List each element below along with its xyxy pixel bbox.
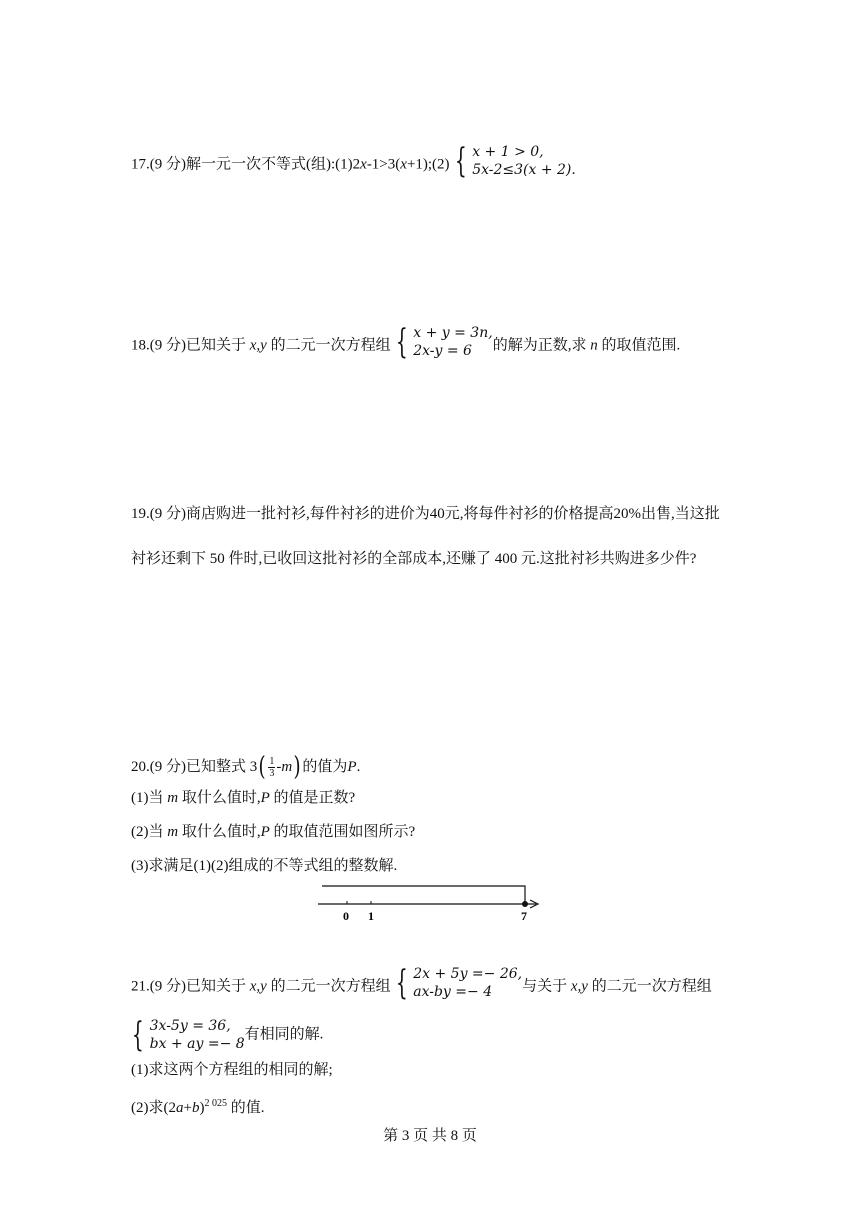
q21-prefix: 21.(9 分)已知关于 <box>131 978 250 995</box>
q21-sub1: (1)求这两个方程组的相同的解; <box>131 1062 333 1078</box>
brace-icon: { <box>454 141 467 181</box>
q20-sub3: (3)求满足(1)(2)组成的不等式组的整数解. <box>131 858 398 874</box>
q18-system <box>391 324 493 360</box>
q17-system <box>450 143 576 179</box>
q20-sub1-m: m <box>167 790 179 806</box>
q20-frac-den: 3 <box>269 767 275 779</box>
q21-line2 <box>131 1017 323 1053</box>
brace-icon: { <box>395 963 408 1003</box>
q18-suffix1: 的解为正数,求 <box>492 337 591 354</box>
q20-sub1 <box>131 788 355 808</box>
q17-prefix: 17.(9 分)解一元一次不等式(组):(1)2 <box>131 156 361 173</box>
q20-prefix: 20.(9 分)已知整式 3 <box>131 759 258 775</box>
q20-sub1-b: 取什么值时, <box>178 790 261 806</box>
q21-mid3: 的二元一次方程组 <box>587 978 712 995</box>
q20-line <box>131 752 360 782</box>
q17-mid2: +1);(2) <box>406 156 450 173</box>
q20-sub2-m: m <box>167 824 179 840</box>
q17-var: x <box>360 156 367 173</box>
q18-line <box>131 322 681 362</box>
q20-frac-num: 1 <box>269 755 275 767</box>
q18-vars: x,y <box>249 337 267 354</box>
number-line-diagram <box>310 880 550 930</box>
q21-sub2-close: ) <box>199 1100 205 1116</box>
q21-sub2 <box>131 1094 264 1118</box>
q17-var: x <box>400 156 407 173</box>
q21-vars1: x,y <box>249 978 267 995</box>
q21-mid2: 与关于 <box>522 978 571 995</box>
q20-suffix: 的值为 <box>302 759 348 775</box>
q21-sysB-eq1: 3x-5y = 36, <box>149 1018 231 1034</box>
q20-sub2 <box>131 822 415 842</box>
q17-mid: -1>3( <box>366 156 401 173</box>
q20-P: P <box>347 759 357 775</box>
q18-eq2: 2x-y = 6 <box>413 343 472 359</box>
q20-sub2-a: (2)当 <box>131 824 168 840</box>
brace-icon: { <box>395 322 408 362</box>
q20-end: . <box>356 759 361 775</box>
q20-fraction <box>268 756 275 779</box>
q21-vars2: x,y <box>570 978 588 995</box>
page-footer: 第 3 页 共 8 页 <box>383 1128 477 1144</box>
q19-line2: 衬衫还剩下 50 件时,已收回这批衬衫的全部成本,还赚了 400 元.这批衬衫共购进多少件? <box>131 551 697 567</box>
q21-sub2-b-var: b <box>191 1100 200 1116</box>
q18-mid: 的二元一次方程组 <box>266 337 391 354</box>
q18-prefix: 18.(9 分)已知关于 <box>131 337 250 354</box>
q20-sub1-c: 的值是正数? <box>269 790 356 806</box>
left-paren-icon: ( <box>258 752 266 782</box>
q19-line1: 19.(9 分)商店购进一批衬衫,每件衬衫的进价为40元,将每件衬衫的价格提高20%出售,当这批 <box>131 506 720 522</box>
q20-sub2-P: P <box>260 824 270 840</box>
q18-n: n <box>590 337 598 354</box>
q21-system-b <box>127 1017 245 1053</box>
closed-point-icon <box>522 901 528 907</box>
q17-line <box>131 141 576 181</box>
range-bracket <box>322 886 525 904</box>
q21-sub2-plus: + <box>183 1100 192 1116</box>
q20-sub2-b: 取什么值时, <box>178 824 261 840</box>
tick-label-1: 1 <box>368 909 374 923</box>
q18-eq1: x + y = 3n, <box>413 325 493 341</box>
q21-line1 <box>131 963 712 1003</box>
q21-sub2-a: (2)求(2 <box>131 1100 176 1116</box>
q17-eq2: 5x-2≤3(x + 2). <box>472 162 576 178</box>
q21-mid1: 的二元一次方程组 <box>266 978 391 995</box>
right-paren-icon: ) <box>293 752 301 782</box>
q20-sub1-a: (1)当 <box>131 790 168 806</box>
q21-sysA-eq1: 2x + 5y =− 26, <box>413 966 523 982</box>
q17-eq1: x + 1 > 0, <box>472 144 544 160</box>
q18-suffix2: 的取值范围. <box>597 337 681 354</box>
tick-label-0: 0 <box>343 909 349 923</box>
q20-sub1-P: P <box>260 790 270 806</box>
q21-system-a <box>391 965 523 1001</box>
q21-sub2-a-var: a <box>176 1100 184 1116</box>
q21-sub2-end: 的值. <box>226 1100 265 1116</box>
q21-mid4: 有相同的解. <box>244 1026 324 1043</box>
q21-sysA-eq2: ax-by =− 4 <box>413 984 493 1000</box>
q20-sub2-c: 的取值范围如图所示? <box>269 824 416 840</box>
q21-sub2-exponent: 2 025 <box>204 1098 227 1109</box>
q20-m-term: -m <box>276 759 293 775</box>
tick-label-7: 7 <box>521 909 527 923</box>
q21-sysB-eq2: bx + ay =− 8 <box>149 1036 245 1052</box>
brace-icon: { <box>131 1015 144 1055</box>
